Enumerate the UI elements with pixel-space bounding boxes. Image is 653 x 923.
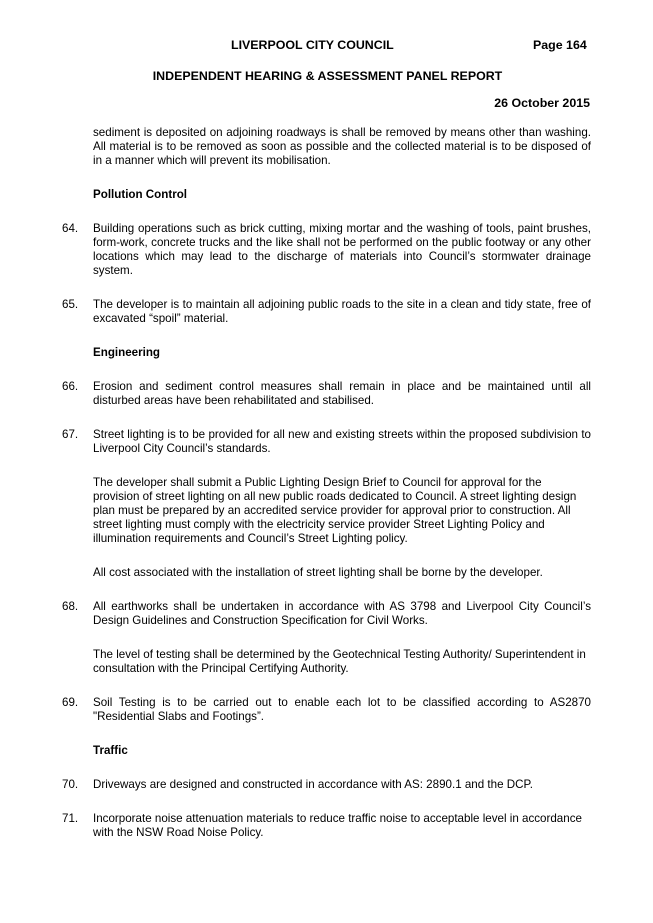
condition-text: All earthworks shall be undertaken in accordance with AS 3798 and Liverpool City Council’s Design Guidelines and Construction Specification for Civil Works.	[93, 600, 591, 627]
condition-number: 64.	[62, 222, 79, 235]
condition-item-67	[62, 428, 591, 456]
condition-item-70	[62, 778, 591, 792]
condition-number: 68.	[62, 600, 79, 613]
condition-item-68	[62, 600, 591, 628]
section-heading-pollution: Pollution Control	[93, 188, 188, 201]
condition-68-detail: The level of testing shall be determined by the Geotechnical Testing Authority/ Superintendent in consultation with the Principal Certifying Authority.	[93, 648, 586, 675]
condition-number: 65.	[62, 298, 79, 311]
condition-67-cost-note: All cost associated with the installation of street lighting shall be borne by the developer.	[93, 566, 543, 579]
condition-item-69	[62, 696, 591, 724]
condition-number: 70.	[62, 778, 79, 791]
document-body	[62, 126, 591, 840]
condition-text: Erosion and sediment control measures shall remain in place and be maintained until all disturbed areas have been rehabilitated and stabilised.	[93, 380, 591, 407]
condition-number: 69.	[62, 696, 79, 709]
condition-item-65	[62, 298, 591, 326]
report-date: 26 October 2015	[494, 96, 590, 110]
condition-text: The developer is to maintain all adjoining public roads to the site in a clean and tidy state, free of excavated “spoil” material.	[93, 298, 591, 325]
condition-text: Building operations such as brick cutting, mixing mortar and the washing of tools, paint brushes, form-work, concrete trucks and the like shall not be performed on the public footway or any other locations which may lead to the discharge of materials into Council’s stormwater drainage system.	[93, 222, 591, 277]
section-heading-engineering: Engineering	[93, 346, 160, 359]
intro-paragraph: sediment is deposited on adjoining roadways is shall be removed by means other than washing. All material is to be removed as soon as possible and the collected material is to be disposed of in a manner which will prevent its mobilisation.	[93, 126, 591, 167]
condition-text: Driveways are designed and constructed in accordance with AS: 2890.1 and the DCP.	[93, 778, 533, 791]
page-number: Page 164	[533, 38, 587, 52]
report-title-text: INDEPENDENT HEARING & ASSESSMENT PANEL REPORT	[152, 69, 503, 83]
condition-text: Street lighting is to be provided for all new and existing streets within the proposed subdivision to Liverpool City Council’s standards.	[93, 428, 591, 455]
condition-number: 67.	[62, 428, 79, 441]
condition-text: Soil Testing is to be carried out to enable each lot to be classified according to AS2870 "Residential Slabs and Footings”.	[93, 696, 591, 723]
report-title	[0, 69, 653, 83]
condition-item-71	[62, 812, 591, 840]
condition-number: 66.	[62, 380, 79, 393]
section-heading-traffic: Traffic	[93, 744, 128, 757]
condition-number: 71.	[62, 812, 79, 825]
condition-item-66	[62, 380, 591, 408]
condition-67-detail: The developer shall submit a Public Lighting Design Brief to Council for approval for the provision of street lighting on all new public roads dedicated to Council. A street lighting design plan must be prepared by an accredited service provider for approval prior to construction. All street lighting must comply with the electricity service provider Street Lighting Policy and illumination requirements and Council’s Street Lighting policy.	[93, 476, 577, 545]
council-name: LIVERPOOL CITY COUNCIL	[231, 38, 394, 52]
condition-item-64	[62, 222, 591, 278]
condition-text: Incorporate noise attenuation materials to reduce traffic noise to acceptable level in accordance with the NSW Road Noise Policy.	[93, 812, 582, 839]
